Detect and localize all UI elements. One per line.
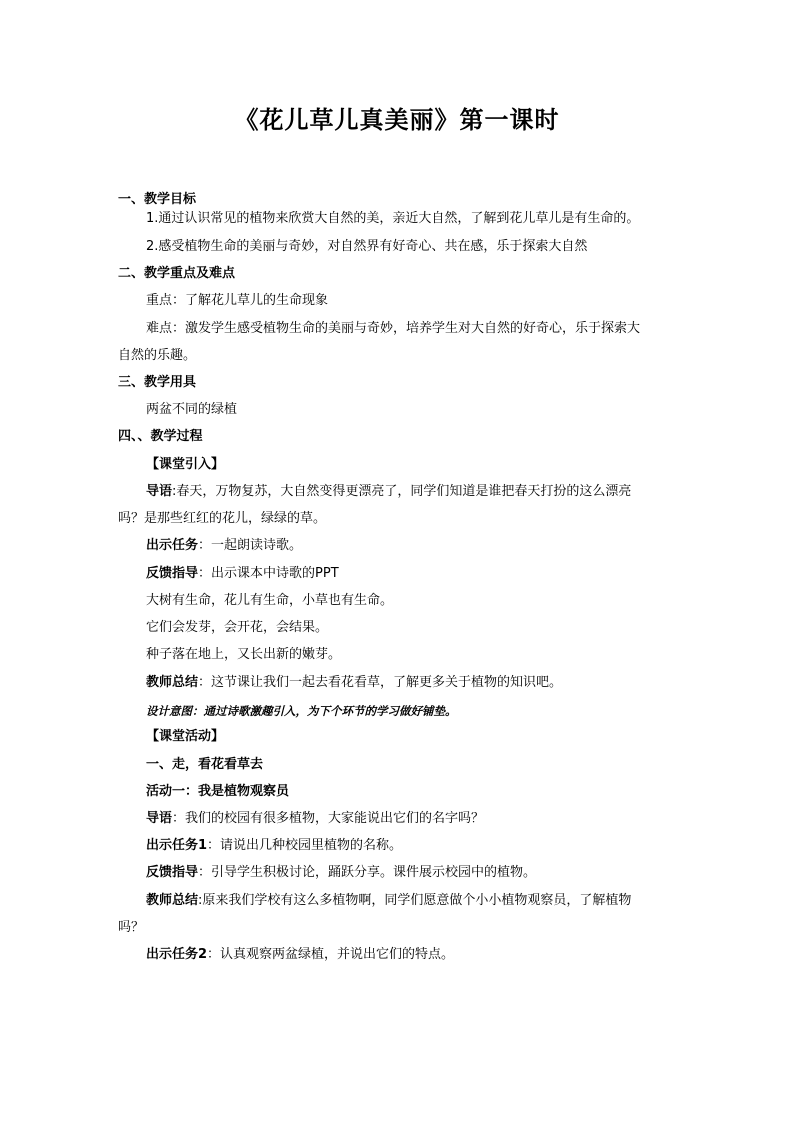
page-title: 《花儿草儿真美丽》第一课时: [234, 105, 560, 134]
section-heading-tools: 三、教学用具: [118, 375, 197, 390]
poem-line-2: 它们会发芽，会开花，会结果。: [146, 620, 329, 635]
intro-summary-text: ：这节课让我们一起去看花看草，了解更多关于植物的知识吧。: [198, 675, 563, 690]
tool-text: 两盆不同的绿植: [146, 402, 238, 417]
section-heading-key-points: 二、教学重点及难点: [118, 266, 236, 281]
activity-summary-label: 教师总结: [146, 893, 199, 908]
intro-guide-label: 导语: [146, 484, 173, 499]
activity-sub-heading-1: 一、走，看花看草去: [146, 757, 264, 772]
intro-task-line: [146, 537, 686, 555]
activity-summary-text: :原来我们学校有这么多植物啊，同学们愿意做个小小植物观察员，了解植物: [198, 893, 632, 908]
activity-task1-line: [146, 837, 686, 855]
activity-task2-text: ：认真观察两盆绿植，并说出它们的特点。: [207, 947, 455, 962]
intro-task-label: 出示任务: [146, 538, 199, 553]
activity-one-title: 活动一：我是植物观察员: [146, 784, 290, 799]
subheading-intro: 【课堂引入】: [146, 457, 225, 472]
activity-summary-line2: 吗？: [118, 920, 145, 935]
intro-task-text: ：一起朗读诗歌。: [198, 538, 303, 553]
poem-line-1: 大树有生命，花儿有生命，小草也有生命。: [146, 593, 394, 608]
activity-guide-line: [146, 810, 686, 828]
design-intent-note: 设计意图：通过诗歌激趣引入，为下个环节的学习做好铺垫。: [146, 704, 457, 718]
activity-feedback-line: [146, 864, 686, 882]
difficult-point-text-line1: 难点：激发学生感受植物生命的美丽与奇妙，培养学生对大自然的好奇心，乐于探索大: [146, 321, 641, 336]
activity-guide-text: ：我们的校园有很多植物，大家能说出它们的名字吗？: [172, 811, 485, 826]
activity-feedback-label: 反馈指导: [146, 865, 199, 880]
activity-task2-line: [146, 946, 686, 964]
activity-guide-label: 导语: [146, 811, 173, 826]
activity-task1-label: 出示任务1: [146, 838, 208, 853]
key-point-text: 重点：了解花儿草儿的生命现象: [146, 293, 329, 308]
objective-item-1: 1.通过认识常见的植物来欣赏大自然的美，亲近大自然，了解到花儿草儿是有生命的。: [146, 211, 640, 226]
intro-summary-line: [146, 674, 686, 692]
intro-guide-text: :春天，万物复苏，大自然变得更漂亮了，同学们知道是谁把春天打扮的这么漂亮: [172, 484, 632, 499]
poem-line-3: 种子落在地上，又长出新的嫩芽。: [146, 647, 342, 662]
section-heading-process: 四、、教学过程: [118, 429, 203, 444]
intro-feedback-line: [146, 565, 686, 583]
activity-summary-line1: [146, 892, 686, 910]
section-heading-objectives: 一、教学目标: [118, 192, 197, 207]
intro-guide-line2: 吗？是那些红红的花儿，绿绿的草。: [118, 511, 327, 526]
intro-guide-line1: [146, 483, 686, 501]
activity-feedback-text: ：引导学生积极讨论，踊跃分享。课件展示校园中的植物。: [198, 865, 537, 880]
intro-summary-label: 教师总结: [146, 675, 199, 690]
difficult-point-text-line2: 自然的乐趣。: [118, 348, 197, 363]
subheading-activity: 【课堂活动】: [146, 729, 225, 744]
intro-feedback-text: ：出示课本中诗歌的PPT: [198, 566, 339, 581]
activity-task1-text: ：请说出几种校园里植物的名称。: [207, 838, 403, 853]
intro-feedback-label: 反馈指导: [146, 566, 199, 581]
activity-task2-label: 出示任务2: [146, 947, 208, 962]
objective-item-2: 2.感受植物生命的美丽与奇妙，对自然界有好奇心、共在感，乐于探索大自然: [146, 239, 588, 254]
